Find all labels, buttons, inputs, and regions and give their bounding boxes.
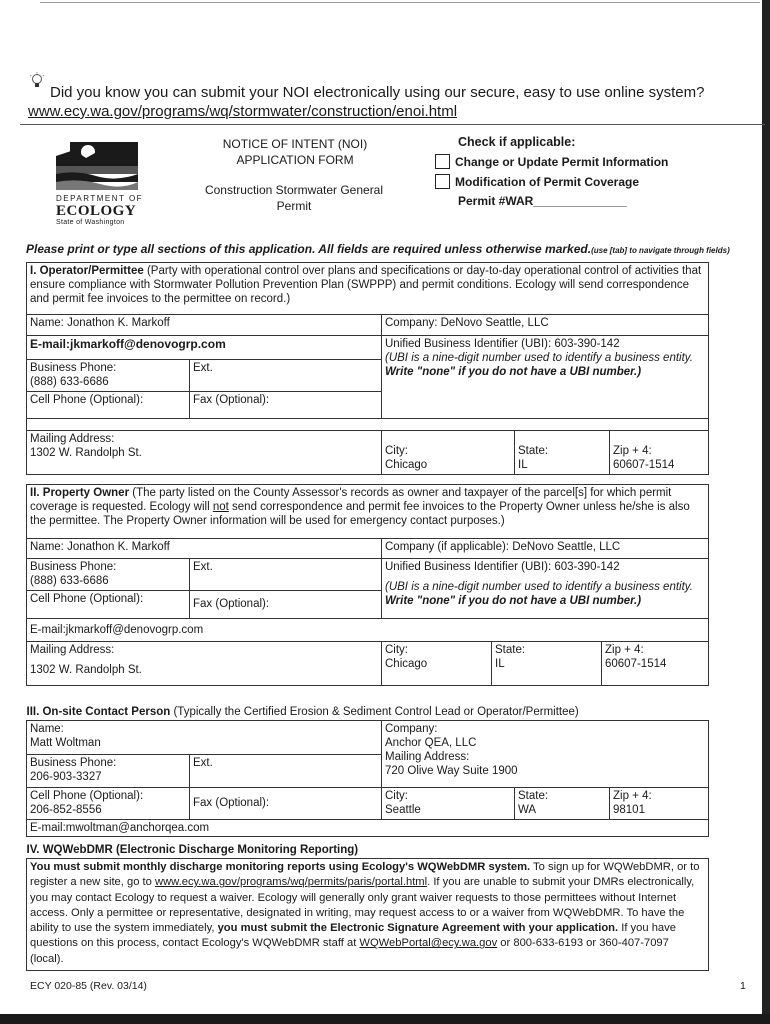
onsite-cell-value: 206-852-8556 [30, 804, 102, 816]
operator-mailing-field[interactable] [27, 431, 382, 475]
onsite-email-field[interactable]: E-mail:mwoltman@anchorqea.com [27, 820, 709, 837]
electronic-noi-tip [28, 83, 748, 121]
operator-mailing-value: 1302 W. Randolph St. [30, 447, 142, 459]
onsite-heading: III. On-site Contact Person [26, 706, 171, 718]
wqwebdmr-email-link[interactable]: WQWebPortal@ecy.wa.gov [359, 937, 498, 950]
onsite-company-value: Anchor QEA, LLC [385, 737, 477, 749]
wqwebdmr-portal-link[interactable]: www.ecy.wa.gov/programs/wq/permits/paris/portal.html [155, 876, 428, 889]
onsite-company-field[interactable] [382, 721, 709, 788]
form-title [210, 136, 380, 168]
form-number: ECY 020-85 (Rev. 03/14) [30, 980, 147, 992]
change-update-label: Change or Update Permit Information [455, 155, 669, 169]
operator-state-value: IL [518, 459, 528, 471]
owner-ext-field[interactable]: Ext. [190, 559, 382, 591]
operator-ubi-note2: Write "none" if you do not have a UBI number.) [385, 366, 642, 378]
onsite-phone-value: 206-903-3327 [30, 771, 102, 783]
operator-desc-text: (Party with operational control over plans and specifications or day-to-day operational control of activities that ensure compliance with Stormwater Pollution Prevention Plan (SWPPP) and permit conditions. Ecology will send correspondence and permit fee invoices to the permittee on record.) [30, 265, 702, 305]
onsite-fax-field[interactable]: Fax (Optional): [190, 788, 382, 820]
owner-ubi-field[interactable] [382, 559, 709, 619]
operator-state-field[interactable] [515, 431, 610, 475]
logo-ecology: ECOLOGY [56, 203, 137, 219]
owner-zip-field[interactable] [602, 642, 709, 686]
operator-description [27, 263, 709, 315]
tip-text: Did you know you can submit your NOI electronically using our secure, easy to use online system? [50, 84, 705, 101]
wqwebdmr-p1-a: To sign up for WQWebDMR, or to register a new site, go to [30, 861, 700, 889]
operator-ext-field[interactable]: Ext. [190, 360, 382, 392]
owner-heading: II. Property Owner [30, 487, 130, 499]
onsite-desc: (Typically the Certified Erosion & Sediment Control Lead or Operator/Permittee) [170, 706, 579, 718]
section-property-owner [26, 484, 709, 686]
modification-checkbox[interactable] [435, 174, 450, 189]
onsite-zip-field[interactable] [610, 788, 709, 820]
divider [20, 124, 765, 125]
permit-name [196, 182, 392, 214]
owner-phone-field[interactable] [27, 559, 190, 591]
onsite-city-value: Seattle [385, 804, 421, 816]
section-onsite-contact [26, 704, 709, 837]
owner-email-field[interactable]: E-mail:jkmarkoff@denovogrp.com [27, 619, 709, 642]
operator-city-value: Chicago [385, 459, 428, 471]
owner-ubi-note2: Write "none" if you do not have a UBI number.) [385, 595, 642, 607]
operator-mailing-label: Mailing Address: [30, 433, 115, 445]
operator-ubi-field[interactable] [382, 336, 709, 419]
owner-mailing-field[interactable] [27, 642, 382, 686]
onsite-name-label: Name: [30, 723, 64, 735]
wqwebdmr-title [27, 842, 709, 859]
operator-city-field[interactable] [382, 431, 515, 475]
operator-phone-label: Business Phone: [30, 362, 117, 374]
operator-state-label: State: [518, 445, 549, 457]
section-wqwebdmr [26, 842, 709, 971]
wqwebdmr-body [27, 859, 709, 971]
scan-right-edge [762, 0, 770, 1024]
owner-zip-value: 60607-1514 [605, 658, 667, 670]
permit-war-field[interactable]: Permit #WAR______________ [458, 194, 627, 208]
wqwebdmr-p1-d: or 800-633-6193 or 360-407-7097 (local). [30, 937, 669, 965]
owner-city-value: Chicago [385, 658, 428, 670]
check-applicable-heading: Check if applicable: [458, 135, 576, 149]
owner-ubi-value: Unified Business Identifier (UBI): 603-390-142 [385, 561, 620, 573]
ecology-logo-mark [56, 140, 138, 192]
onsite-name-field[interactable] [27, 721, 382, 755]
onsite-cell-label: Cell Phone (Optional): [30, 790, 144, 802]
owner-description [27, 485, 709, 539]
onsite-ext-field[interactable]: Ext. [190, 755, 382, 788]
owner-desc-not: not [212, 501, 229, 513]
operator-zip-label: Zip + 4: [613, 445, 652, 457]
owner-mailing-value: 1302 W. Randolph St. [30, 664, 142, 676]
onsite-phone-label: Business Phone: [30, 757, 117, 769]
modification-label: Modification of Permit Coverage [455, 175, 640, 189]
permit-name-line1: Construction Stormwater General [204, 183, 384, 197]
owner-mailing-label: Mailing Address: [30, 644, 115, 656]
owner-desc-a: (The party listed on the County Assessor's records as owner and taxpayer of the parcel[s] for which permit coverage is requested. Ecology will [30, 487, 672, 513]
scan-bottom-edge [0, 1014, 770, 1024]
owner-phone-label: Business Phone: [30, 561, 117, 573]
operator-ubi-note1: (UBI is a nine-digit number used to identify a business entity. [385, 352, 693, 364]
onsite-zip-label: Zip + 4: [613, 790, 652, 802]
onsite-city-label: City: [385, 790, 408, 802]
form-title-line2: APPLICATION FORM [236, 153, 354, 167]
wqwebdmr-p1-bold2: you must submit the Electronic Signature Agreement with your application. [217, 922, 619, 935]
operator-name-field[interactable]: Name: Jonathon K. Markoff [27, 315, 382, 336]
owner-ubi-note1: (UBI is a nine-digit number used to identify a business entity. [385, 581, 693, 593]
instructions-main: Please print or type all sections of this application. All fields are required unless otherwise marked. [26, 242, 592, 256]
owner-city-label: City: [385, 644, 408, 656]
wqwebdmr-p1-b: . If you are unable to submit your DMRs electronically, you may contact Ecology to request a waiver. Ecology will generally only grant waiver requests to those permittees without Internet access. Only a permittee or representative, designated in writing, may request access to or a waiver from WQWebDMR. To have the ability to use the system immediately, [30, 876, 695, 935]
permit-name-line2: Permit [276, 199, 312, 213]
owner-state-label: State: [495, 644, 526, 656]
onsite-mailing-value: 720 Olive Way Suite 1900 [385, 765, 518, 777]
owner-company-field[interactable]: Company (if applicable): DeNovo Seattle, LLC [382, 539, 709, 559]
instructions-tab-hint: (use [tab] to navigate through fields) [591, 246, 730, 255]
owner-city-field[interactable] [382, 642, 492, 686]
operator-company-field[interactable]: Company: DeNovo Seattle, LLC [382, 315, 709, 336]
onsite-state-label: State: [518, 790, 549, 802]
onsite-state-field[interactable] [515, 788, 610, 820]
section-operator-permittee [26, 262, 709, 475]
owner-state-value: IL [495, 658, 505, 670]
operator-email-field[interactable]: E-mail:jkmarkoff@denovogrp.com [27, 336, 382, 360]
owner-desc-b: send correspondence and permit fee invoices to the Property Owner unless he/she is also the permittee. The Property Owner information will be used for emergency contact purposes.) [30, 501, 690, 527]
onsite-name-value: Matt Woltman [30, 737, 101, 749]
instructions [26, 242, 730, 256]
scan-top-edge [40, 2, 760, 3]
onsite-phone-field[interactable] [27, 755, 190, 788]
wqwebdmr-p1-bold: You must submit monthly discharge monitoring reports using Ecology's WQWebDMR system. [30, 861, 531, 873]
wqwebdmr-p1-c: If you have questions on this process, contact Ecology's WQWebDMR staff at [30, 922, 676, 950]
onsite-title [27, 704, 709, 721]
onsite-zip-value: 98101 [613, 804, 645, 816]
owner-name-field[interactable]: Name: Jonathon K. Markoff [27, 539, 382, 559]
operator-ubi-value: Unified Business Identifier (UBI): 603-390-142 [385, 338, 620, 350]
logo-state: State of Washington [56, 219, 125, 226]
operator-zip-value: 60607-1514 [613, 459, 675, 471]
owner-cell-field[interactable]: Cell Phone (Optional): [27, 591, 190, 619]
owner-zip-label: Zip + 4: [605, 644, 644, 656]
owner-fax-field[interactable]: Fax (Optional): [190, 591, 382, 619]
wqwebdmr-heading: IV. WQWebDMR (Electronic Discharge Monitoring Reporting) [26, 844, 359, 856]
onsite-mailing-label: Mailing Address: [385, 751, 470, 763]
onsite-city-field[interactable] [382, 788, 515, 820]
ecology-logo [56, 140, 144, 226]
onsite-state-value: WA [518, 804, 537, 816]
onsite-cell-field[interactable] [27, 788, 190, 820]
enoi-link[interactable]: www.ecy.wa.gov/programs/wq/stormwater/construction/enoi.html [28, 103, 458, 120]
owner-phone-value: (888) 633-6686 [30, 575, 109, 587]
operator-city-label: City: [385, 445, 408, 457]
operator-heading: I. Operator/Permittee [30, 265, 144, 277]
operator-cell-field[interactable]: Cell Phone (Optional): [27, 392, 190, 419]
operator-phone-value: (888) 633-6686 [30, 376, 109, 388]
change-update-checkbox[interactable] [435, 154, 450, 169]
page-number: 1 [740, 980, 746, 992]
logo-department: DEPARTMENT OF [56, 194, 144, 203]
operator-fax-field[interactable]: Fax (Optional): [190, 392, 382, 419]
operator-phone-field[interactable] [27, 360, 190, 392]
operator-zip-field[interactable] [610, 431, 709, 475]
owner-state-field[interactable] [492, 642, 602, 686]
onsite-company-label: Company: [385, 723, 438, 735]
operator-spacer [27, 419, 709, 431]
form-title-line1: NOTICE OF INTENT (NOI) [222, 137, 368, 151]
